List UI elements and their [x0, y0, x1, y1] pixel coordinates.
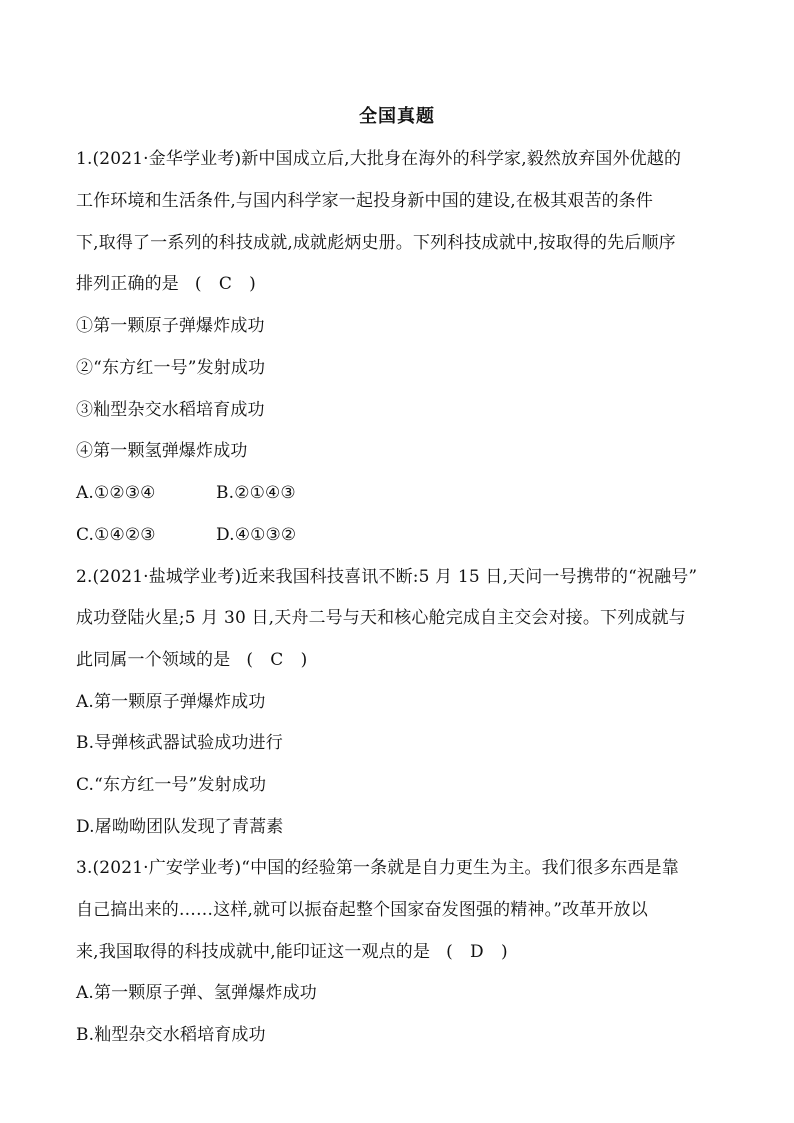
q1-stem-line-2: 工作环境和生活条件,与国内科学家一起投身新中国的建设,在极其艰苦的条件: [76, 191, 654, 211]
q2-stem-line-1: 2.(2021·盐城学业考)近来我国科技喜讯不断:5 月 15 日,天问一号携带的“祝融号”: [76, 567, 698, 587]
q1-option-a: A.①②③④: [76, 483, 156, 503]
q3-answer: ( D ): [446, 942, 508, 962]
q1-answer: ( C ): [194, 274, 256, 294]
q2-stem-text: 此同属一个领域的是: [76, 650, 231, 670]
q2-option-d: D.屠呦呦团队发现了青蒿素: [76, 817, 284, 837]
q1-item-4: ④第一颗氢弹爆炸成功: [76, 441, 248, 461]
q3-stem-line-1: 3.(2021·广安学业考)“中国的经验第一条就是自力更生为主。我们很多东西是靠: [76, 858, 679, 878]
q1-item-3: ③籼型杂交水稻培育成功: [76, 400, 265, 420]
q1-stem-line-4: [76, 271, 726, 297]
q2-option-a: A.第一颗原子弹爆炸成功: [76, 692, 266, 712]
q2-stem-line-3: [76, 647, 726, 673]
q2-stem-line-2: 成功登陆火星;5 月 30 日,天舟二号与天和核心舱完成自主交会对接。下列成就与: [76, 608, 686, 628]
q3-stem-line-2: 自己搞出来的……这样,就可以振奋起整个国家奋发图强的精神。”改革开放以: [76, 900, 648, 920]
q1-options-row-2: [76, 522, 726, 548]
q1-options-row-1: [76, 480, 726, 506]
q1-option-c: C.①④②③: [76, 525, 156, 545]
q1-stem-line-1: 1.(2021·金华学业考)新中国成立后,大批身在海外的科学家,毅然放弃国外优越的: [76, 149, 682, 169]
q1-item-2: ②“东方红一号”发射成功: [76, 358, 266, 378]
q3-stem-line-3: [76, 939, 726, 965]
q1-stem-text: 排列正确的是: [76, 274, 179, 294]
q3-option-a: A.第一颗原子弹、氢弹爆炸成功: [76, 983, 317, 1003]
q2-option-b: B.导弹核武器试验成功进行: [76, 733, 283, 753]
q2-option-c: C.“东方红一号”发射成功: [76, 775, 267, 795]
q1-stem-line-3: 下,取得了一系列的科技成就,成就彪炳史册。下列科技成就中,按取得的先后顺序: [76, 233, 676, 253]
q3-stem-text: 来,我国取得的科技成就中,能印证这一观点的是: [76, 942, 431, 962]
q1-option-d: D.④①③②: [216, 525, 297, 545]
q2-answer: ( C ): [246, 650, 308, 670]
q1-option-b: B.②①④③: [216, 483, 296, 503]
q3-option-b: B.籼型杂交水稻培育成功: [76, 1025, 266, 1045]
page-title: 全国真题: [359, 106, 435, 127]
q1-item-1: ①第一颗原子弹爆炸成功: [76, 316, 265, 336]
